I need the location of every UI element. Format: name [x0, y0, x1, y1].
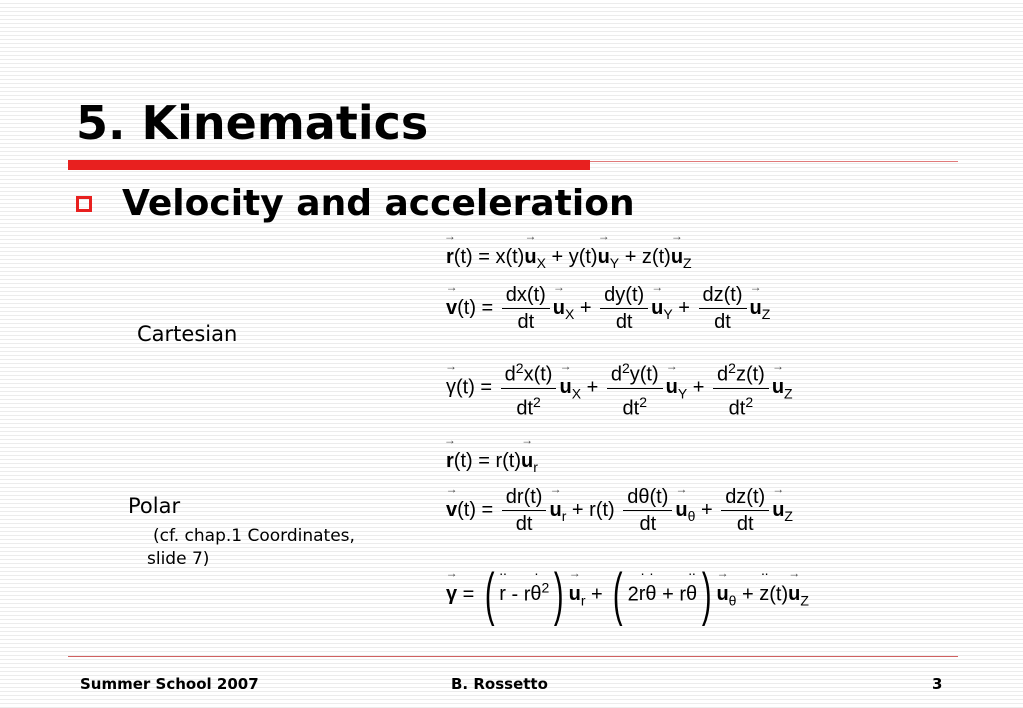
- position-equation-cartesian: → $r(t) = x(t)\to u_X + y(t)\to u_Y + z(t)\to u_Z$: [446, 246, 692, 271]
- footer-author: B. Rossetto: [451, 675, 548, 693]
- title-underline: [68, 160, 590, 170]
- reference-note-line1: (cf. chap.1 Coordinates,: [153, 526, 355, 546]
- page-number: 3: [932, 675, 943, 693]
- cartesian-label: Cartesian: [137, 322, 238, 346]
- position-equation-polar: → $r(t) = r(t)\to u_r$: [446, 450, 538, 475]
- title-divider: [590, 161, 958, 162]
- footer-divider: [68, 656, 958, 657]
- acceleration-equation-polar: → γ = (·· $r - r\cdot \theta^2)\to u_r$ + ( $2\cdot r\cdot \theta + r\cdot\cdot \theta)\to u_\theta$ + ·· $z(t)\to u_Z$: [446, 566, 809, 624]
- slide-title: 5. Kinematics: [76, 96, 429, 150]
- footer-event: Summer School 2007: [80, 675, 259, 693]
- acceleration-equation-cartesian: → γ(t) = $\frac{d^2x(t)}{dt^2}$ → $u_X$ + $\frac{d^2y(t)}{dt^2}$ → $u_Y$ + $\frac{d^2z(t)}{dt^2}$ → $u_Z$: [446, 355, 793, 421]
- reference-note-line2: slide 7): [147, 549, 210, 569]
- velocity-equation-polar: → v(t) = $\frac{dr(t)}{dt}$ → $u_r + r(t)$ $\frac{d\theta(t)}{dt}$ → $u_\theta$ + $\frac{dz(t)}{dt}$ → $u_Z$: [446, 484, 793, 537]
- bullet-square-icon: [76, 196, 92, 212]
- polar-label: Polar: [128, 494, 181, 518]
- velocity-equation-cartesian: → v(t) = $\frac{dx(t)}{dt}$ → $u_X$ + $\frac{dy(t)}{dt}$ → $u_Y$ + $\frac{dz(t)}{dt}$ → $u_Z$: [446, 282, 770, 335]
- bullet-heading: Velocity and acceleration: [122, 183, 635, 224]
